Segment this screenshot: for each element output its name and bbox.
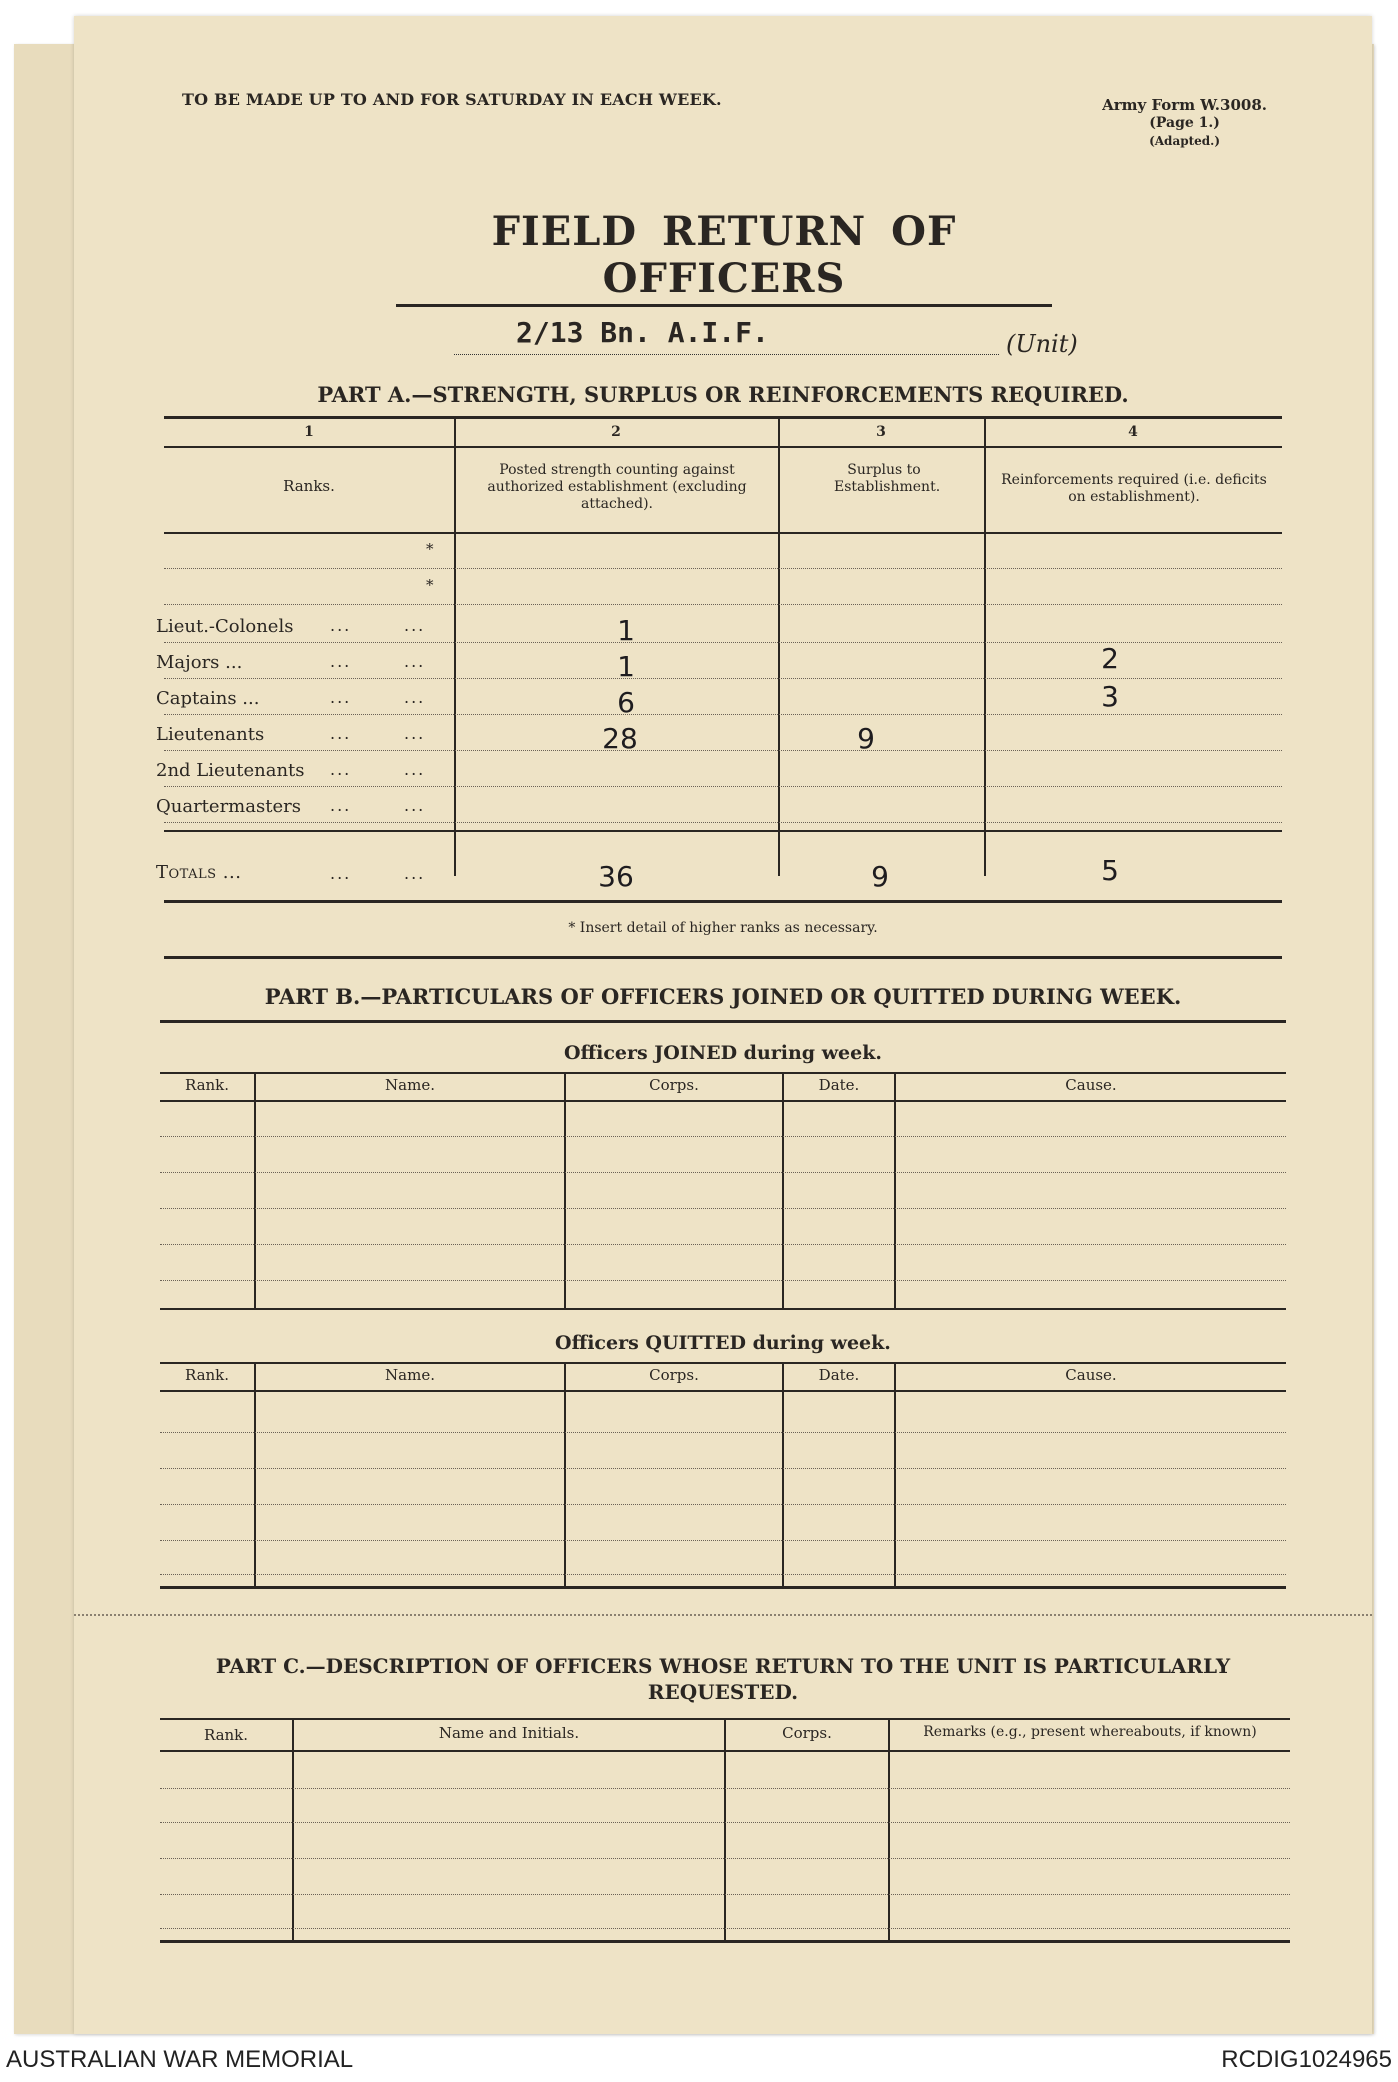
totals-surplus: 9 xyxy=(871,860,889,893)
col-corps: Corps. xyxy=(782,1724,832,1742)
reinforcements-value: 3 xyxy=(1101,680,1119,713)
col-cause: Cause. xyxy=(1065,1076,1117,1094)
part-a-heading: PART A.—STRENGTH, SURPLUS OR REINFORCEMENTS REQUIRED. xyxy=(317,382,1129,407)
row-rule xyxy=(160,1822,1290,1823)
row-rule xyxy=(160,1574,1286,1575)
part-c-divider xyxy=(724,1718,726,1940)
totals-label: Totals ... xyxy=(156,862,242,883)
form-reference xyxy=(1102,96,1267,150)
quitted-divider xyxy=(254,1362,256,1588)
leader-dots: ... xyxy=(404,652,426,671)
perforation-line xyxy=(74,1614,1372,1616)
leader-dots: ... xyxy=(404,724,426,743)
form-adapted: (Adapted.) xyxy=(1149,134,1221,148)
leader-dots: ... xyxy=(404,796,426,815)
row-rule xyxy=(160,1858,1290,1859)
col-corps: Corps. xyxy=(649,1366,699,1384)
row-rule xyxy=(164,678,1282,679)
joined-divider xyxy=(564,1072,566,1310)
part-c-divider xyxy=(888,1718,890,1940)
part-c-heading-cont: REQUESTED. xyxy=(647,1680,799,1704)
part-a-end-rule xyxy=(164,956,1282,959)
posted-value: 6 xyxy=(617,686,635,719)
row-rule xyxy=(160,1928,1290,1929)
col-name-initials: Name and Initials. xyxy=(438,1724,580,1742)
row-rule xyxy=(160,1504,1286,1505)
col-rank: Rank. xyxy=(184,1366,230,1384)
col-corps: Corps. xyxy=(649,1076,699,1094)
joined-top-rule xyxy=(160,1072,1286,1074)
quitted-heading: Officers QUITTED during week. xyxy=(555,1332,891,1354)
part-c-heading: PART C.—DESCRIPTION OF OFFICERS WHOSE RETURN TO THE UNIT IS PARTICULARLY xyxy=(215,1654,1231,1678)
quitted-divider xyxy=(894,1362,896,1588)
leader-dots: ... xyxy=(404,864,426,883)
col-number-4: 4 xyxy=(1128,424,1138,440)
col-rank: Rank. xyxy=(203,1726,249,1744)
part-a-top-rule xyxy=(164,416,1282,419)
rank-label: 2nd Lieutenants xyxy=(156,760,305,781)
col-number-2: 2 xyxy=(611,424,621,440)
col-name: Name. xyxy=(385,1366,435,1384)
footer-id: RCDIG1024965 xyxy=(1221,2046,1392,2073)
form-page: (Page 1.) xyxy=(1149,115,1220,131)
row-rule xyxy=(160,1280,1286,1281)
row-rule xyxy=(160,1244,1286,1245)
part-a-bottom-rule xyxy=(164,900,1282,903)
row-rule xyxy=(164,822,1282,823)
part-c-bottom-rule xyxy=(160,1940,1290,1943)
leader-dots: ... xyxy=(330,724,352,743)
part-a-divider-2 xyxy=(778,416,780,876)
leader-dots: ... xyxy=(404,760,426,779)
row-rule xyxy=(164,714,1282,715)
row-rule xyxy=(160,1468,1286,1469)
leader-dots: ... xyxy=(330,796,352,815)
row-rule xyxy=(160,1540,1286,1541)
col-header-surplus: Surplus to Establishment. xyxy=(834,462,941,495)
part-a-divider-1 xyxy=(454,416,456,876)
leader-dots: ... xyxy=(404,688,426,707)
col-remarks: Remarks (e.g., present whereabouts, if known) xyxy=(923,1724,1257,1740)
row-rule xyxy=(160,1172,1286,1173)
page-title: FIELD RETURN OF OFFICERS xyxy=(396,208,1052,307)
row-rule xyxy=(160,1208,1286,1209)
row-rule xyxy=(164,604,1282,605)
col-header-posted: Posted strength counting against authorized establishment (excluding attached). xyxy=(487,462,747,512)
joined-bottom-rule xyxy=(160,1308,1286,1310)
form-sheet xyxy=(74,16,1372,2034)
rank-label: Lieut.-Colonels xyxy=(156,616,294,637)
joined-divider xyxy=(782,1072,784,1310)
col-date: Date. xyxy=(818,1366,860,1384)
surplus-value: 9 xyxy=(857,722,875,755)
quitted-divider xyxy=(782,1362,784,1588)
col-number-3: 3 xyxy=(876,424,886,440)
leader-dots: ... xyxy=(404,616,426,635)
joined-heading: Officers JOINED during week. xyxy=(563,1042,883,1064)
col-name: Name. xyxy=(385,1076,435,1094)
part-a-number-rule xyxy=(164,446,1282,448)
row-rule xyxy=(164,750,1282,751)
row-rule xyxy=(164,786,1282,787)
totals-top-rule xyxy=(164,830,1282,832)
form-number: Army Form W.3008. xyxy=(1102,96,1267,114)
totals-posted: 36 xyxy=(598,860,634,893)
star-marker: * xyxy=(426,576,434,594)
leader-dots: ... xyxy=(330,688,352,707)
col-cause: Cause. xyxy=(1065,1366,1117,1384)
quitted-bottom-rule xyxy=(160,1586,1286,1589)
row-rule xyxy=(160,1788,1290,1789)
unit-value: 2/13 Bn. A.I.F. xyxy=(516,316,769,349)
quitted-header-rule xyxy=(160,1390,1286,1392)
row-rule xyxy=(164,568,1282,569)
leader-dots: ... xyxy=(330,652,352,671)
part-b-top-rule xyxy=(160,1020,1286,1023)
leader-dots: ... xyxy=(330,616,352,635)
posted-value: 28 xyxy=(602,722,638,755)
quitted-divider xyxy=(564,1362,566,1588)
col-rank: Rank. xyxy=(184,1076,230,1094)
part-c-divider xyxy=(292,1718,294,1940)
col-date: Date. xyxy=(818,1076,860,1094)
star-marker: * xyxy=(426,540,434,558)
part-a-header-rule xyxy=(164,532,1282,534)
footer-source: AUSTRALIAN WAR MEMORIAL xyxy=(6,2046,354,2073)
col-header-ranks: Ranks. xyxy=(283,477,335,495)
col-header-reinforcements: Reinforcements required (i.e. deficits on establishment). xyxy=(1001,472,1267,505)
quitted-top-rule xyxy=(160,1362,1286,1364)
part-b-heading: PART B.—PARTICULARS OF OFFICERS JOINED OR QUITTED DURING WEEK. xyxy=(264,984,1182,1009)
joined-divider xyxy=(894,1072,896,1310)
unit-label: (Unit) xyxy=(1006,330,1078,358)
leader-dots: ... xyxy=(330,760,352,779)
row-rule xyxy=(160,1136,1286,1137)
instruction-text: TO BE MADE UP TO AND FOR SATURDAY IN EACH WEEK. xyxy=(182,90,722,109)
rank-label: Lieutenants xyxy=(156,724,265,745)
totals-reinforcements: 5 xyxy=(1101,854,1119,887)
row-rule xyxy=(160,1432,1286,1433)
col-number-1: 1 xyxy=(304,424,314,440)
rank-label: Quartermasters xyxy=(156,796,301,817)
footnote: * Insert detail of higher ranks as necessary. xyxy=(568,920,878,936)
rank-label: Captains ... xyxy=(156,688,260,709)
row-rule xyxy=(160,1894,1290,1895)
posted-value: 1 xyxy=(617,650,635,683)
leader-dots: ... xyxy=(330,864,352,883)
rank-label: Majors ... xyxy=(156,652,243,673)
joined-divider xyxy=(254,1072,256,1310)
posted-value: 1 xyxy=(617,614,635,647)
joined-header-rule xyxy=(160,1100,1286,1102)
part-a-divider-3 xyxy=(984,416,986,876)
reinforcements-value: 2 xyxy=(1101,642,1119,675)
